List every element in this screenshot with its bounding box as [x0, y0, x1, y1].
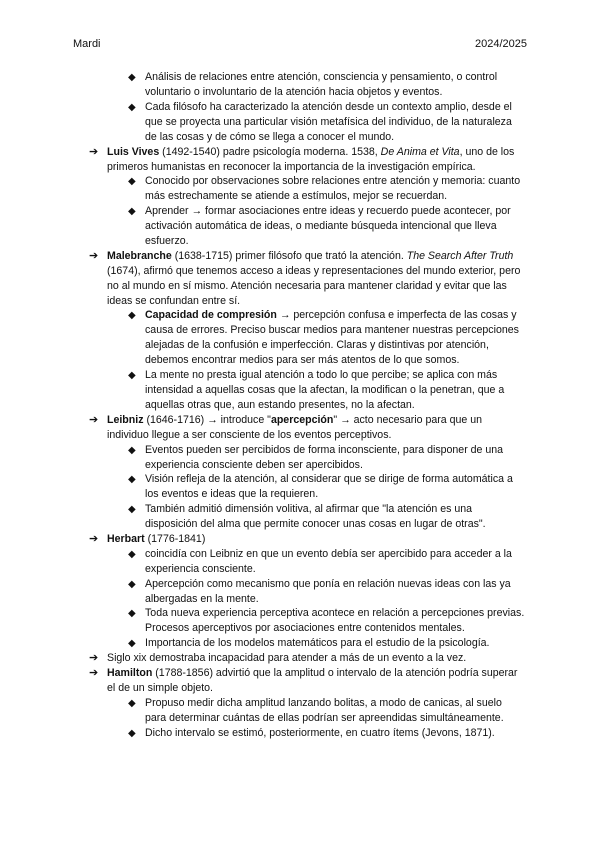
text-run: Conocido por observaciones sobre relaciones entre atención y memoria: cuanto más estrechamente se atiende a estímulos, mejor se recuerdan.	[145, 175, 521, 203]
diamond-bullet-icon: ◆	[128, 444, 136, 456]
text-run: Eventos pueden ser percibidos de forma inconsciente, para disponer de una experiencia consciente deben ser apercibidos.	[145, 443, 504, 471]
bold-text: Hamilton	[107, 667, 153, 679]
text-run: Dicho intervalo se estimó, posteriormente, en cuatro ítems (Jevons, 1871).	[145, 726, 495, 739]
diamond-bullet-icon: ◆	[128, 548, 136, 560]
bold-text: Malebranche	[107, 249, 172, 262]
header-right-label: 2024/2025	[475, 38, 527, 50]
text-run: Visión refleja de la atención, al considerar que se dirige de forma automática a los eventos e ideas que la requieren.	[145, 473, 513, 501]
text-run: → percepción confusa e imperfecta de las cosas y causa de errores. Preciso buscar medios para mantener nuestras percepciones alejadas de la confusión e imperfección. Claras y distintivas por atención, debemos encontrar medios para ser más atentos de lo que somos.	[145, 309, 519, 367]
list-item-sub	[145, 204, 525, 249]
diamond-bullet-icon: ◆	[128, 310, 136, 322]
list-item-main	[107, 249, 525, 309]
list-item-main	[107, 145, 525, 175]
text-run: (1638-1715) primer filósofo que trató la atención.	[171, 249, 407, 262]
text-run: Toda nueva experiencia perceptiva acontece en relación a percepciones previas. Procesos aperceptivos por asociaciones entre contenidos mentales.	[145, 607, 525, 635]
list-item-sub	[145, 636, 525, 651]
list-item-main	[107, 666, 525, 696]
diamond-bullet-icon: ◆	[128, 206, 136, 218]
text-run: Siglo xix demostraba incapacidad para atender a más de un evento a la vez.	[107, 652, 467, 665]
arrow-bullet-icon: ➔	[89, 249, 99, 262]
diamond-bullet-icon: ◆	[128, 638, 136, 650]
list-item-sub	[145, 100, 525, 145]
arrow-bullet-icon: ➔	[89, 145, 99, 158]
text-run: , uno de los primeros humanistas en reconocer la importancia de la investigación empírica.	[107, 145, 515, 173]
list-item-main	[107, 532, 525, 547]
text-run: (1492-1540) padre psicología moderna. 1538,	[159, 145, 381, 158]
arrow-bullet-icon: ➔	[89, 652, 99, 665]
diamond-bullet-icon: ◆	[128, 72, 136, 83]
text-run: (1674), afirmó que tenemos acceso a ideas y representaciones del mundo exterior, pero no al mundo en sí mismo. Atención necesaria para mantener claridad y evitar que las ideas se confundan entre sí.	[107, 264, 521, 307]
list-item-sub	[145, 308, 525, 368]
bold-text: Herbart	[107, 532, 145, 545]
list-item-main	[107, 413, 525, 443]
bold-text: apercepción	[270, 413, 334, 426]
text-run: Cada filósofo ha caracterizado la atención desde un contexto amplio, desde el que se proyecta una particular visión metafísica del individuo, de la naturaleza de las cosas y de cómo se llega a conocer el mundo.	[145, 100, 512, 143]
text-run: (1788-1856) advirtió que la amplitud o intervalo de la atención podría superar el de un simple objeto.	[107, 667, 518, 694]
diamond-bullet-icon: ◆	[128, 608, 136, 620]
diamond-bullet-icon: ◆	[128, 697, 136, 709]
diamond-bullet-icon: ◆	[128, 578, 136, 590]
list-item-sub	[145, 547, 525, 577]
diamond-bullet-icon: ◆	[128, 370, 136, 381]
diamond-bullet-icon: ◆	[128, 474, 136, 486]
list-item-sub	[145, 577, 525, 607]
diamond-bullet-icon: ◆	[128, 727, 136, 739]
bold-text: Leibniz	[107, 413, 144, 426]
italic-text: De Anima et Vita	[380, 145, 460, 158]
diamond-bullet-icon: ◆	[128, 176, 136, 188]
list-item-sub	[145, 70, 525, 100]
text-run: La mente no presta igual atención a todo lo que percibe; se aplica con más intensidad a aquellas cosas que la afectan, la modifican o la penetran, que a aquellas otras que, aun estando presentes, no la afectan.	[145, 369, 505, 411]
text-run: También admitió dimensión volitiva, al afirmar que "la atención es una disposición del alma que permite conocer unas cosas en lugar de otras".	[145, 503, 486, 531]
italic-text: The Search After Truth	[406, 249, 514, 262]
list-item-sub	[145, 443, 525, 473]
arrow-bullet-icon: ➔	[89, 532, 99, 545]
list-item-sub	[145, 606, 525, 636]
diamond-bullet-icon: ◆	[128, 101, 136, 113]
text-run: (1646-1716) → introduce "	[143, 413, 271, 426]
text-run: (1776-1841)	[144, 532, 206, 545]
text-run: coincidía con Leibniz en que un evento debía ser apercibido para acceder a la experiencia consciente.	[145, 547, 512, 575]
arrow-bullet-icon: ➔	[89, 413, 99, 426]
text-run: Apercepción como mecanismo que ponía en relación nuevas ideas con las ya albergadas en la mente.	[145, 577, 511, 605]
text-run: Importancia de los modelos matemáticos para el estudio de la psicología.	[145, 637, 490, 650]
list-item-main	[107, 651, 525, 666]
list-item-sub	[145, 368, 525, 413]
text-run: " → acto necesario para que un individuo llegue a ser consciente de los eventos perceptivos.	[107, 413, 482, 441]
bold-text: Luis Vives	[107, 145, 160, 158]
text-run: Propuso medir dicha amplitud lanzando bolitas, a modo de canicas, al suelo para determinar cuántas de ellas podrían ser apreendidas simultáneamente.	[145, 696, 504, 724]
list-item-sub	[145, 502, 525, 532]
list-item-sub	[145, 174, 525, 204]
list-item-sub	[145, 726, 525, 741]
list-item-sub	[145, 472, 525, 502]
header-left-label: Mardi	[73, 38, 101, 50]
text-run: Aprender → formar asociaciones entre ideas y recuerdo puede acontecer, por activación automática de ideas, o mediante búsqueda intencional que lleva esfuerzo.	[145, 205, 511, 248]
list-item-sub	[145, 696, 525, 726]
text-run: Análisis de relaciones entre atención, consciencia y pensamiento, o control voluntario o involuntario de la atención hacia objetos y eventos.	[145, 71, 498, 98]
bold-text: Capacidad de compresión	[145, 309, 277, 322]
diamond-bullet-icon: ◆	[128, 504, 136, 516]
arrow-bullet-icon: ➔	[89, 667, 99, 679]
